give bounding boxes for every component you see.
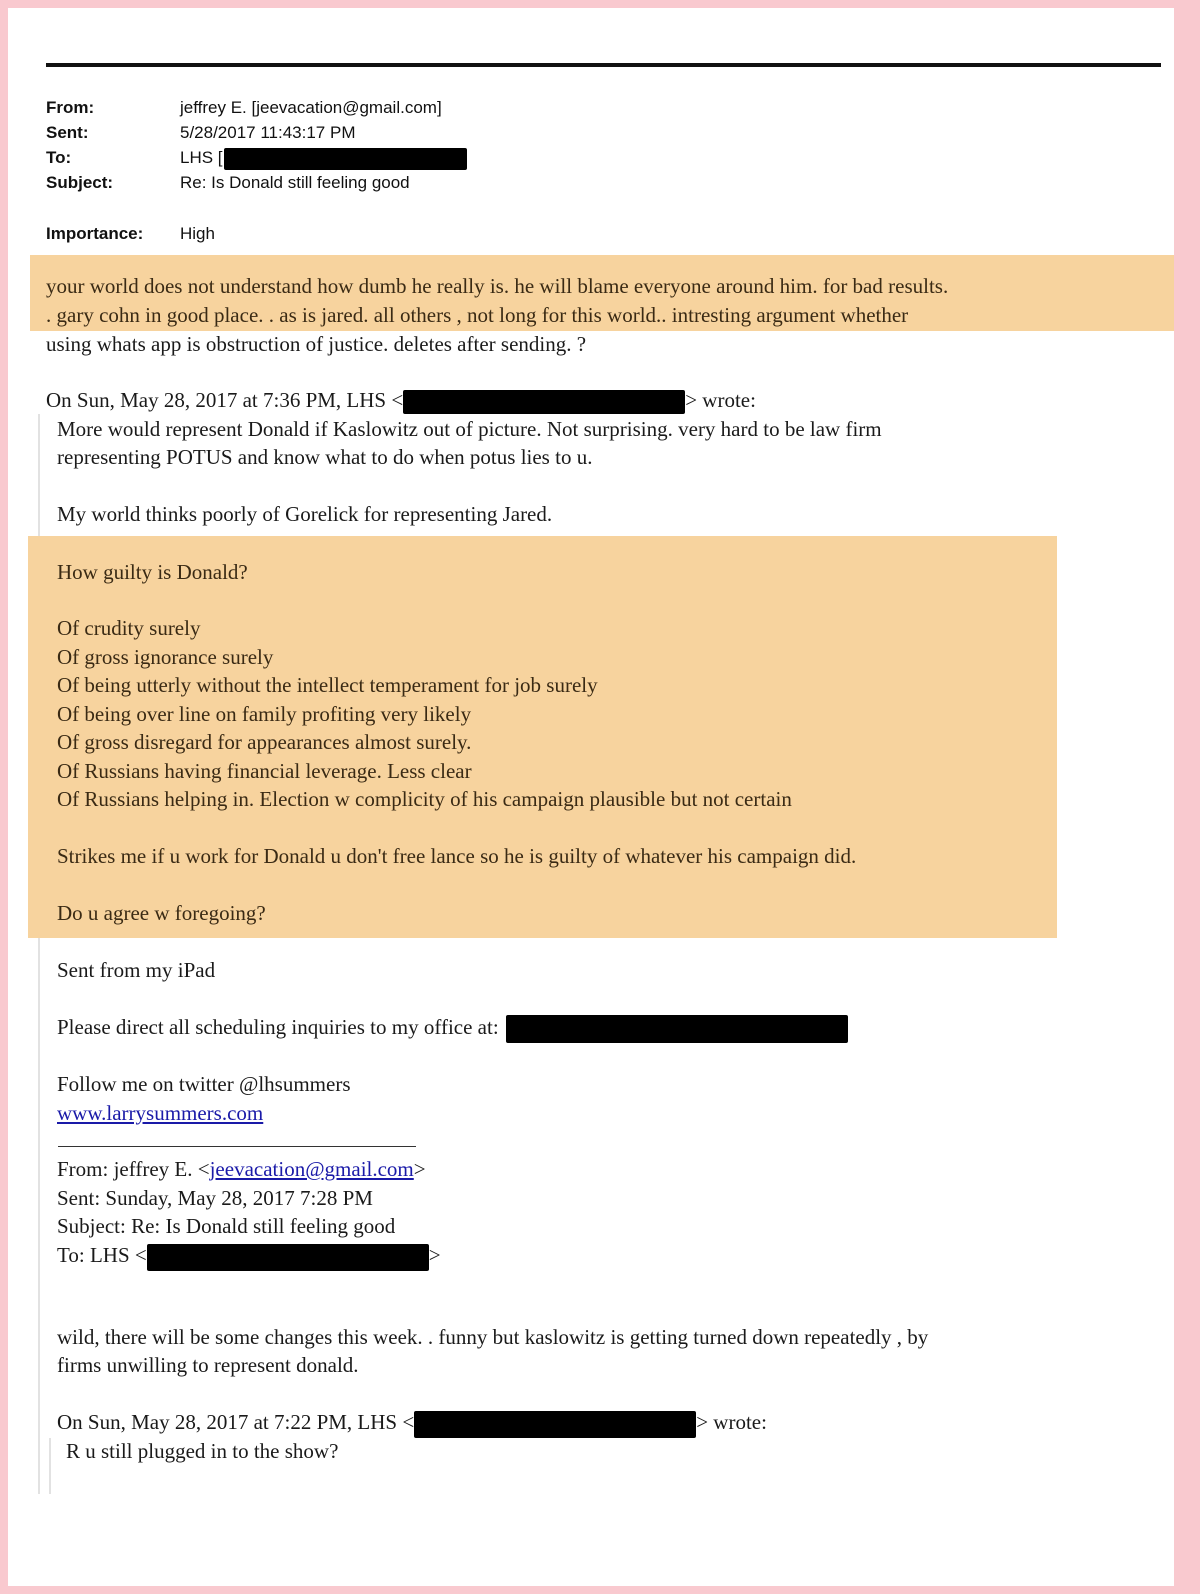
redaction-bar xyxy=(506,1015,848,1043)
attribution-text: On Sun, May 28, 2017 at 7:36 PM, LHS < xyxy=(46,388,404,412)
fwd-from-suffix: > xyxy=(413,1157,426,1181)
quote1-attribution xyxy=(46,386,756,414)
sent-label: Sent: xyxy=(46,123,89,142)
guilty-item-3: Of being utterly without the intellect temperament for job surely xyxy=(57,673,598,697)
quote1-line-2: representing POTUS and know what to do when potus lies to u. xyxy=(57,445,593,469)
from-value: jeffrey E. [jeevacation@gmail.com] xyxy=(180,98,442,117)
wrote-text: > wrote: xyxy=(685,388,756,412)
fwd-to-text: To: LHS < xyxy=(57,1243,147,1267)
to-label: To: xyxy=(46,148,72,167)
twitter-line: Follow me on twitter @lhsummers xyxy=(57,1072,351,1096)
scheduling-text: Please direct all scheduling inquiries to my office at: xyxy=(57,1015,499,1039)
sent-value: 5/28/2017 11:43:17 PM xyxy=(180,123,356,142)
quote1-question: How guilty is Donald? xyxy=(57,560,248,584)
guilty-item-4: Of being over line on family profiting very likely xyxy=(57,702,472,726)
reply-line-1: your world does not understand how dumb he really is. he will blame everyone around him. for bad results. xyxy=(46,274,949,298)
guilty-item-6: Of Russians having financial leverage. Less clear xyxy=(57,759,472,783)
guilty-item-1: Of crudity surely xyxy=(57,616,201,640)
fwd-body-line-2: firms unwilling to represent donald. xyxy=(57,1353,359,1377)
redaction-bar xyxy=(403,390,685,414)
fwd-subject-line: Subject: Re: Is Donald still feeling good xyxy=(57,1214,396,1238)
fwd-sent-line: Sent: Sunday, May 28, 2017 7:28 PM xyxy=(57,1186,373,1210)
quote1-gorelick: My world thinks poorly of Gorelick for representing Jared. xyxy=(57,502,553,526)
fwd-to-line xyxy=(57,1241,441,1271)
to-value xyxy=(180,145,467,170)
header-divider xyxy=(46,63,1161,67)
redaction-bar xyxy=(414,1411,696,1438)
from-label: From: xyxy=(46,98,95,117)
website-link[interactable]: www.larrysummers.com xyxy=(57,1101,264,1125)
scheduling-line xyxy=(57,1013,848,1043)
sent-from-ipad: Sent from my iPad xyxy=(57,958,216,982)
guilty-item-7: Of Russians helping in. Election w complicity of his campaign plausible but not certain xyxy=(57,787,792,811)
redaction-bar xyxy=(224,148,467,170)
quote2-attribution xyxy=(57,1408,767,1438)
email-document xyxy=(8,8,1174,1586)
guilty-item-2: Of gross ignorance surely xyxy=(57,645,274,669)
subject-label: Subject: xyxy=(46,173,114,192)
wrote-text: > wrote: xyxy=(696,1410,767,1434)
quote1-line-1: More would represent Donald if Kaslowitz out of picture. Not surprising. very hard to be law firm xyxy=(57,417,882,441)
fwd-from-line xyxy=(57,1155,426,1183)
guilty-item-5: Of gross disregard for appearances almost surely. xyxy=(57,730,472,754)
quote1-agree: Do u agree w foregoing? xyxy=(57,901,266,925)
fwd-to-suffix: > xyxy=(428,1243,441,1267)
to-name: LHS [ xyxy=(180,148,223,167)
quote1-strikes: Strikes me if u work for Donald u don't free lance so he is guilty of whatever his campaign did. xyxy=(57,844,857,868)
website-line xyxy=(57,1099,263,1127)
reply-line-3: using whats app is obstruction of justice. deletes after sending. ? xyxy=(46,332,587,356)
reply-line-2: . gary cohn in good place. . as is jared. all others , not long for this world.. intresting argument whether xyxy=(46,303,909,327)
importance-value: High xyxy=(180,224,215,243)
signature-divider xyxy=(58,1146,416,1147)
subject-value: Re: Is Donald still feeling good xyxy=(180,173,410,192)
fwd-body-line-1: wild, there will be some changes this week. . funny but kaslowitz is getting turned down repeatedly , by xyxy=(57,1325,929,1349)
fwd-email-link[interactable]: jeevacation@gmail.com xyxy=(209,1157,414,1181)
importance-label: Importance: xyxy=(46,224,144,243)
fwd-from-text: From: jeffrey E. < xyxy=(57,1157,210,1181)
attribution-text: On Sun, May 28, 2017 at 7:22 PM, LHS < xyxy=(57,1410,415,1434)
quote2-line: R u still plugged in to the show? xyxy=(66,1439,339,1463)
redaction-bar xyxy=(147,1244,429,1271)
quote-bar-inner xyxy=(49,1438,51,1494)
